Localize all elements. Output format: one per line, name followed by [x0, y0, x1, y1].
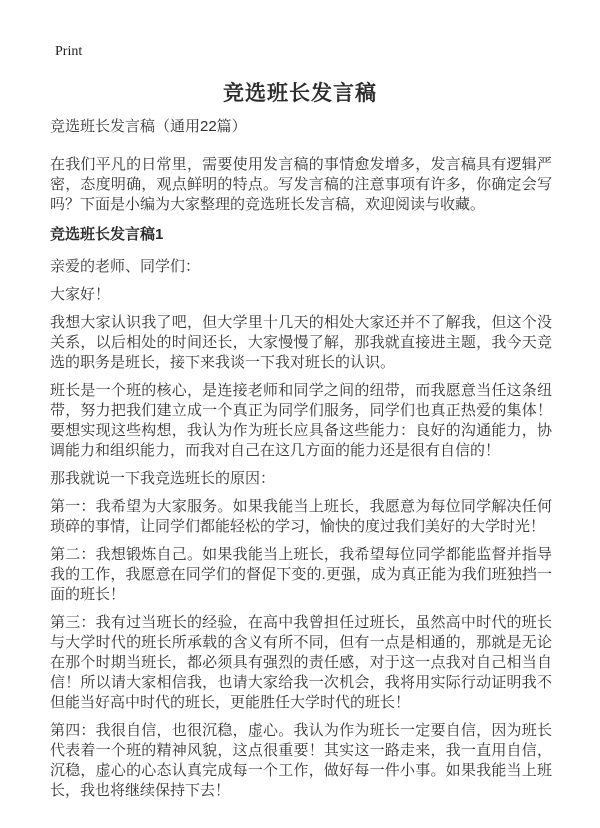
paragraph-list	[50, 257, 552, 801]
print-link[interactable]: Print	[55, 44, 83, 59]
body-paragraph: 大家好！	[50, 286, 111, 303]
body-paragraph: 第三：我有过当班长的经验，在高中我曾担任过班长，虽然高中时代的班长与大学时代的班长所承载的含义有所不同，但有一点是相通的，那就是无论在那个时期当班长，都必须具有强烈的责任感，对于这一点我对自己相当自信！所以请大家相信我，也请大家给我一次机会，我将用实际行动证明我不但能当好高中时代的班长，更能胜任大学时代的班长！	[50, 614, 552, 711]
body-paragraph: 第二：我想锻炼自己。如果我能当上班长，我希望每位同学都能监督并指导我的工作，我愿意在同学们的督促下变的.更强，成为真正能为我们班独挡一面的班长！	[50, 546, 552, 603]
body-paragraph: 亲爱的老师、同学们：	[50, 258, 201, 275]
page-title: 竞选班长发言稿	[223, 82, 377, 105]
document-subtitle: 竞选班长发言稿（通用22篇）	[50, 118, 247, 135]
body-paragraph: 第一：我希望为大家服务。如果我能当上班长，我愿意为每位同学解决任何琐碎的事情，让同学们都能轻松的学习，愉快的度过我们美好的大学时光！	[50, 498, 552, 535]
body-paragraph: 第四：我很自信，也很沉稳，虚心。我认为作为班长一定要自信，因为班长代表着一个班的精神风貌，这点很重要！其实这一路走来，我一直用自信，沉稳，虚心的心态认真完成每一个工作，做好每一件小事。如果我能当上班长，我也将继续保持下去！	[50, 722, 552, 799]
section-heading: 竞选班长发言稿1	[50, 226, 164, 243]
body-paragraph: 班长是一个班的核心，是连接老师和同学之间的纽带，而我愿意当任这条纽带，努力把我们建立成一个真正为同学们服务，同学们也真正热爱的集体！要想实现这些构想，我认为作为班长应具备这些能力：良好的沟通能力，协调能力和组织能力，而我对自己在这几方面的能力还是很有自信的！	[50, 382, 552, 459]
document-body	[50, 117, 552, 801]
intro-paragraph: 在我们平凡的日常里，需要使用发言稿的事情愈发增多，发言稿具有逻辑严密，态度明确，观点鲜明的特点。写发言稿的注意事项有许多，你确定会写吗？下面是小编为大家整理的竞选班长发言稿，欢迎阅读与收藏。	[50, 156, 552, 213]
body-paragraph: 那我就说一下我竞选班长的原因：	[50, 470, 276, 487]
body-paragraph: 我想大家认识我了吧，但大学里十几天的相处大家还并不了解我，但这个没关系，以后相处的时间还长，大家慢慢了解，那我就直接进主题，我今天竞选的职务是班长，接下来我谈一下我对班长的认识。	[50, 314, 552, 371]
